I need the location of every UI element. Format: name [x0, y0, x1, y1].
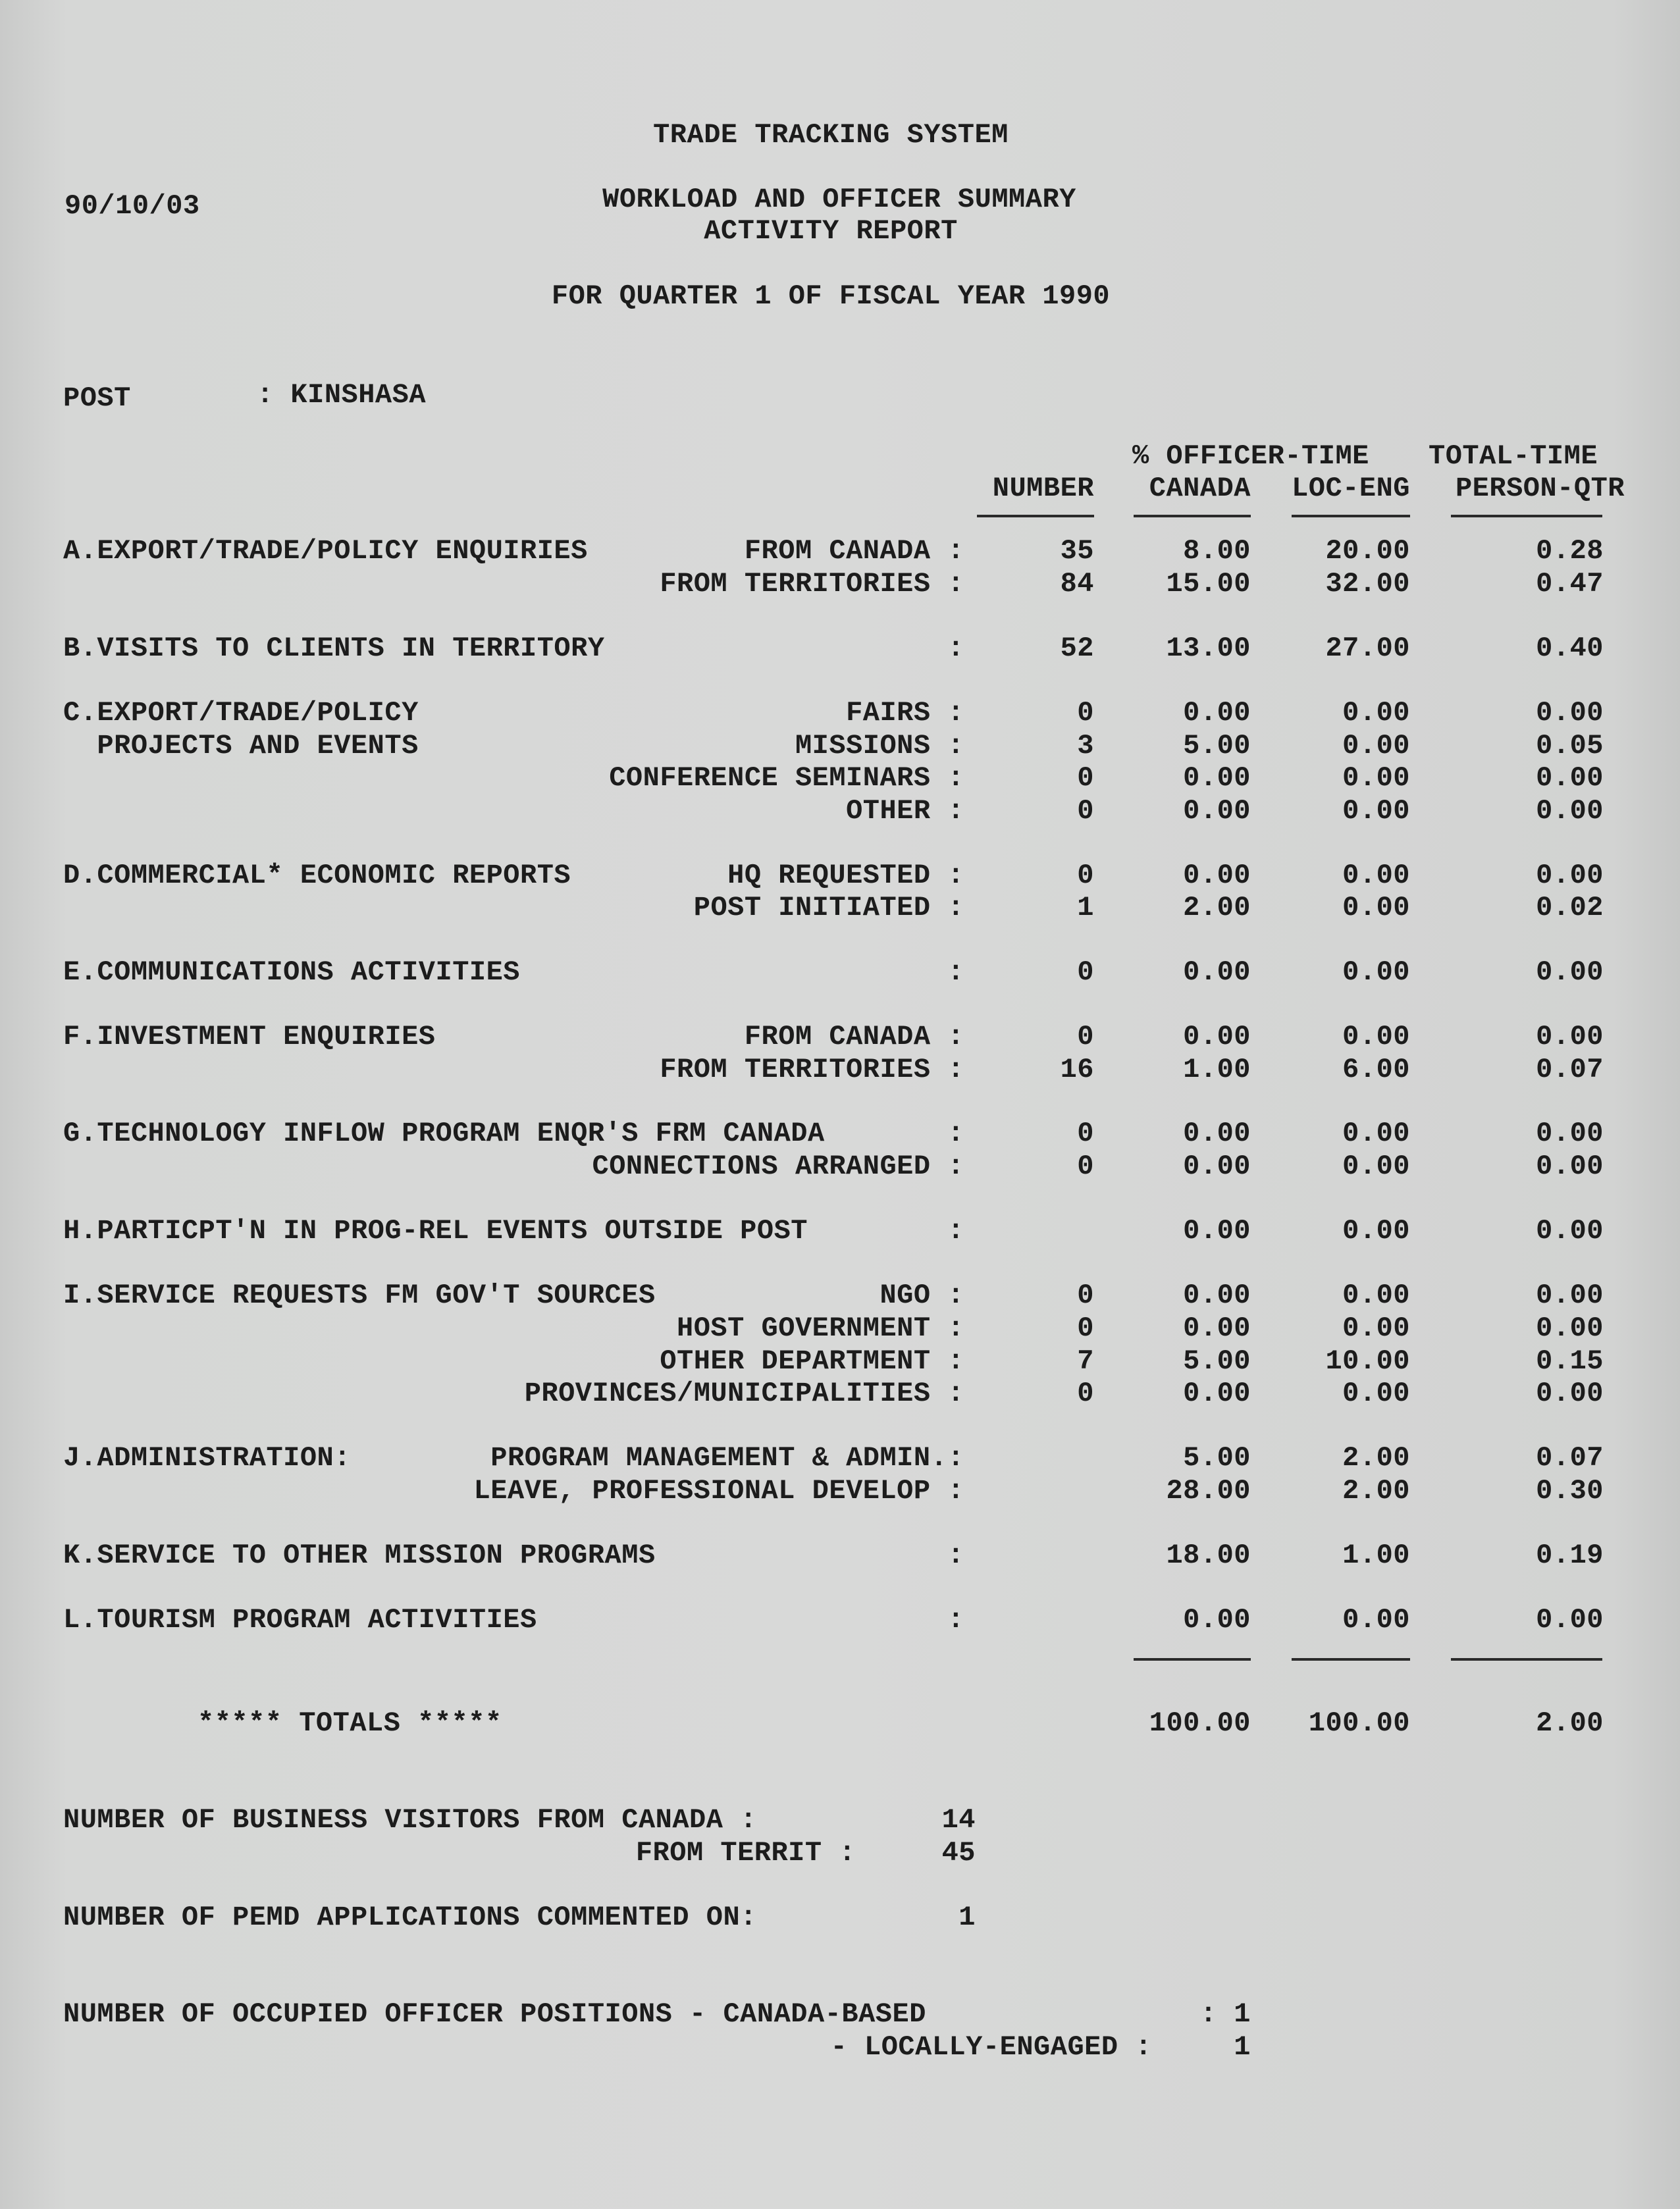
row-sublabel: LEAVE, PROFESSIONAL DEVELOP : [473, 1475, 964, 1507]
positions-locally-engaged-label: - LOCALLY-ENGAGED : [830, 2031, 1152, 2063]
header-rule [1451, 515, 1602, 517]
row-category: G.TECHNOLOGY INFLOW PROGRAM ENQR'S FRM CANADA [63, 1118, 825, 1149]
row-person-qtr: 0.07 [1536, 1054, 1604, 1085]
row-category: C.EXPORT/TRADE/POLICY [63, 697, 419, 729]
row-canada-pct: 0.00 [1183, 1378, 1251, 1409]
row-person-qtr: 0.15 [1536, 1345, 1604, 1377]
row-number: 0 [1077, 1378, 1094, 1409]
visitors-canada-label: NUMBER OF BUSINESS VISITORS FROM CANADA : [63, 1804, 757, 1836]
row-loc-eng-pct: 0.00 [1342, 1378, 1410, 1409]
row-person-qtr: 0.00 [1536, 1021, 1604, 1053]
report-title: WORKLOAD AND OFFICER SUMMARY [602, 184, 1076, 215]
row-sublabel: OTHER DEPARTMENT : [660, 1345, 964, 1377]
pemd-label: NUMBER OF PEMD APPLICATIONS COMMENTED ON: [63, 1902, 757, 1933]
row-sublabel: FROM CANADA : [744, 1021, 964, 1053]
total-time-header: TOTAL-TIME [1429, 440, 1598, 472]
row-person-qtr: 0.28 [1536, 535, 1604, 567]
row-person-qtr: 0.00 [1536, 1378, 1604, 1409]
row-sublabel: FROM TERRITORIES : [660, 1054, 964, 1085]
row-loc-eng-pct: 0.00 [1342, 1280, 1410, 1311]
system-title: TRADE TRACKING SYSTEM [653, 119, 1009, 151]
row-person-qtr: 0.00 [1536, 1151, 1604, 1182]
row-loc-eng-pct: 0.00 [1342, 892, 1410, 923]
row-person-qtr: 0.00 [1536, 795, 1604, 827]
report-period: FOR QUARTER 1 OF FISCAL YEAR 1990 [551, 280, 1111, 312]
row-loc-eng-pct: 0.00 [1342, 795, 1410, 827]
positions-canada-value: : 1 [1199, 1998, 1251, 2030]
row-number: 0 [1077, 762, 1094, 794]
totals-rule [1451, 1658, 1602, 1661]
visitors-canada-value: 14 [941, 1804, 976, 1836]
header-rule [1292, 515, 1410, 517]
totals-label: ***** TOTALS ***** [197, 1707, 502, 1739]
row-number: 0 [1077, 1312, 1094, 1344]
canada-header: CANADA [1149, 473, 1251, 504]
row-canada-pct: 0.00 [1183, 1312, 1251, 1344]
row-loc-eng-pct: 0.00 [1342, 730, 1410, 762]
row-number: 0 [1077, 697, 1094, 729]
row-sublabel: CONNECTIONS ARRANGED : [592, 1151, 964, 1182]
row-number: 3 [1077, 730, 1094, 762]
row-sublabel: FAIRS : [846, 697, 964, 729]
row-sublabel: MISSIONS : [795, 730, 964, 762]
row-sublabel: NGO : [879, 1280, 964, 1311]
row-canada-pct: 0.00 [1183, 1280, 1251, 1311]
row-canada-pct: 0.00 [1183, 1118, 1251, 1149]
totals-loc-eng: 100.00 [1308, 1707, 1410, 1739]
person-qtr-header: PERSON-QTR [1455, 473, 1625, 504]
row-sublabel: FROM TERRITORIES : [660, 568, 964, 600]
totals-person-qtr: 2.00 [1536, 1707, 1604, 1739]
row-category: PROJECTS AND EVENTS [63, 730, 419, 762]
row-loc-eng-pct: 0.00 [1342, 1151, 1410, 1182]
row-person-qtr: 0.40 [1536, 633, 1604, 664]
row-loc-eng-pct: 6.00 [1342, 1054, 1410, 1085]
row-sublabel: HQ REQUESTED : [727, 860, 964, 891]
row-person-qtr: 0.00 [1536, 762, 1604, 794]
row-canada-pct: 0.00 [1183, 1604, 1251, 1636]
row-canada-pct: 28.00 [1166, 1475, 1251, 1507]
row-number: 0 [1077, 956, 1094, 988]
row-number: 35 [1060, 535, 1094, 567]
row-canada-pct: 0.00 [1183, 956, 1251, 988]
row-person-qtr: 0.00 [1536, 1280, 1604, 1311]
row-canada-pct: 18.00 [1166, 1540, 1251, 1571]
totals-rule [1134, 1658, 1251, 1661]
row-loc-eng-pct: 0.00 [1342, 956, 1410, 988]
row-person-qtr: 0.02 [1536, 892, 1604, 923]
row-category: H.PARTICPT'N IN PROG-REL EVENTS OUTSIDE POST [63, 1215, 808, 1247]
row-number: 7 [1077, 1345, 1094, 1377]
row-canada-pct: 15.00 [1166, 568, 1251, 600]
pemd-value: 1 [958, 1902, 976, 1933]
row-loc-eng-pct: 0.00 [1342, 762, 1410, 794]
row-canada-pct: 0.00 [1183, 697, 1251, 729]
row-sublabel: : [947, 1118, 964, 1149]
row-loc-eng-pct: 2.00 [1342, 1475, 1410, 1507]
row-category: F.INVESTMENT ENQUIRIES [63, 1021, 436, 1053]
row-category: E.COMMUNICATIONS ACTIVITIES [63, 956, 521, 988]
row-sublabel: : [947, 1215, 964, 1247]
loc-eng-header: LOC-ENG [1292, 473, 1410, 504]
row-sublabel: OTHER : [846, 795, 964, 827]
row-person-qtr: 0.00 [1536, 956, 1604, 988]
row-loc-eng-pct: 27.00 [1325, 633, 1410, 664]
pct-officer-time-header: % OFFICER-TIME [1132, 440, 1369, 472]
row-loc-eng-pct: 0.00 [1342, 697, 1410, 729]
row-number: 1 [1077, 892, 1094, 923]
row-category: I.SERVICE REQUESTS FM GOV'T SOURCES [63, 1280, 656, 1311]
row-canada-pct: 0.00 [1183, 1151, 1251, 1182]
row-person-qtr: 0.00 [1536, 1604, 1604, 1636]
row-sublabel: POST INITIATED : [693, 892, 964, 923]
row-sublabel: : [947, 633, 964, 664]
row-canada-pct: 0.00 [1183, 762, 1251, 794]
row-loc-eng-pct: 1.00 [1342, 1540, 1410, 1571]
row-canada-pct: 13.00 [1166, 633, 1251, 664]
row-loc-eng-pct: 0.00 [1342, 1118, 1410, 1149]
row-canada-pct: 2.00 [1183, 892, 1251, 923]
row-person-qtr: 0.00 [1536, 697, 1604, 729]
row-sublabel: PROGRAM MANAGEMENT & ADMIN.: [490, 1442, 964, 1474]
row-category: D.COMMERCIAL* ECONOMIC REPORTS [63, 860, 571, 891]
row-number: 16 [1060, 1054, 1094, 1085]
row-loc-eng-pct: 0.00 [1342, 1021, 1410, 1053]
row-canada-pct: 0.00 [1183, 1021, 1251, 1053]
row-sublabel: : [947, 1604, 964, 1636]
row-person-qtr: 0.47 [1536, 568, 1604, 600]
row-sublabel: PROVINCES/MUNICIPALITIES : [524, 1378, 964, 1409]
row-number: 0 [1077, 1151, 1094, 1182]
post-value: : KINSHASA [257, 379, 427, 411]
number-header: NUMBER [992, 473, 1094, 504]
row-sublabel: CONFERENCE SEMINARS : [609, 762, 964, 794]
row-number: 0 [1077, 1280, 1094, 1311]
row-number: 0 [1077, 1118, 1094, 1149]
post-label: POST [63, 382, 131, 414]
row-person-qtr: 0.00 [1536, 1118, 1604, 1149]
row-person-qtr: 0.05 [1536, 730, 1604, 762]
row-person-qtr: 0.30 [1536, 1475, 1604, 1507]
row-loc-eng-pct: 0.00 [1342, 1215, 1410, 1247]
row-category: K.SERVICE TO OTHER MISSION PROGRAMS [63, 1540, 656, 1571]
report-date: 90/10/03 [65, 190, 200, 222]
row-loc-eng-pct: 2.00 [1342, 1442, 1410, 1474]
row-person-qtr: 0.07 [1536, 1442, 1604, 1474]
row-loc-eng-pct: 0.00 [1342, 1312, 1410, 1344]
row-category: A.EXPORT/TRADE/POLICY ENQUIRIES [63, 535, 588, 567]
row-loc-eng-pct: 0.00 [1342, 860, 1410, 891]
row-person-qtr: 0.19 [1536, 1540, 1604, 1571]
visitors-territ-value: 45 [941, 1837, 976, 1869]
visitors-territ-label: FROM TERRIT : [635, 1837, 856, 1869]
row-category: L.TOURISM PROGRAM ACTIVITIES [63, 1604, 537, 1636]
header-rule [1134, 515, 1251, 517]
row-canada-pct: 8.00 [1183, 535, 1251, 567]
row-person-qtr: 0.00 [1536, 860, 1604, 891]
row-loc-eng-pct: 32.00 [1325, 568, 1410, 600]
row-number: 52 [1060, 633, 1094, 664]
row-number: 0 [1077, 1021, 1094, 1053]
row-canada-pct: 0.00 [1183, 795, 1251, 827]
positions-locally-engaged-value: 1 [1234, 2031, 1251, 2063]
row-loc-eng-pct: 10.00 [1325, 1345, 1410, 1377]
row-sublabel: : [947, 1540, 964, 1571]
positions-label: NUMBER OF OCCUPIED OFFICER POSITIONS - CANADA-BASED [63, 1998, 926, 2030]
totals-rule [1292, 1658, 1410, 1661]
row-canada-pct: 0.00 [1183, 1215, 1251, 1247]
header-rule [977, 515, 1094, 517]
row-canada-pct: 1.00 [1183, 1054, 1251, 1085]
row-number: 84 [1060, 568, 1094, 600]
row-sublabel: FROM CANADA : [744, 535, 964, 567]
row-number: 0 [1077, 795, 1094, 827]
row-number: 0 [1077, 860, 1094, 891]
row-canada-pct: 5.00 [1183, 730, 1251, 762]
row-person-qtr: 0.00 [1536, 1312, 1604, 1344]
totals-canada: 100.00 [1149, 1707, 1251, 1739]
row-canada-pct: 5.00 [1183, 1345, 1251, 1377]
row-loc-eng-pct: 0.00 [1342, 1604, 1410, 1636]
row-canada-pct: 0.00 [1183, 860, 1251, 891]
row-sublabel: : [947, 956, 964, 988]
row-person-qtr: 0.00 [1536, 1215, 1604, 1247]
report-subtitle: ACTIVITY REPORT [704, 215, 958, 247]
row-category: B.VISITS TO CLIENTS IN TERRITORY [63, 633, 605, 664]
row-canada-pct: 5.00 [1183, 1442, 1251, 1474]
row-category: J.ADMINISTRATION: [63, 1442, 351, 1474]
row-sublabel: HOST GOVERNMENT : [677, 1312, 964, 1344]
row-loc-eng-pct: 20.00 [1325, 535, 1410, 567]
